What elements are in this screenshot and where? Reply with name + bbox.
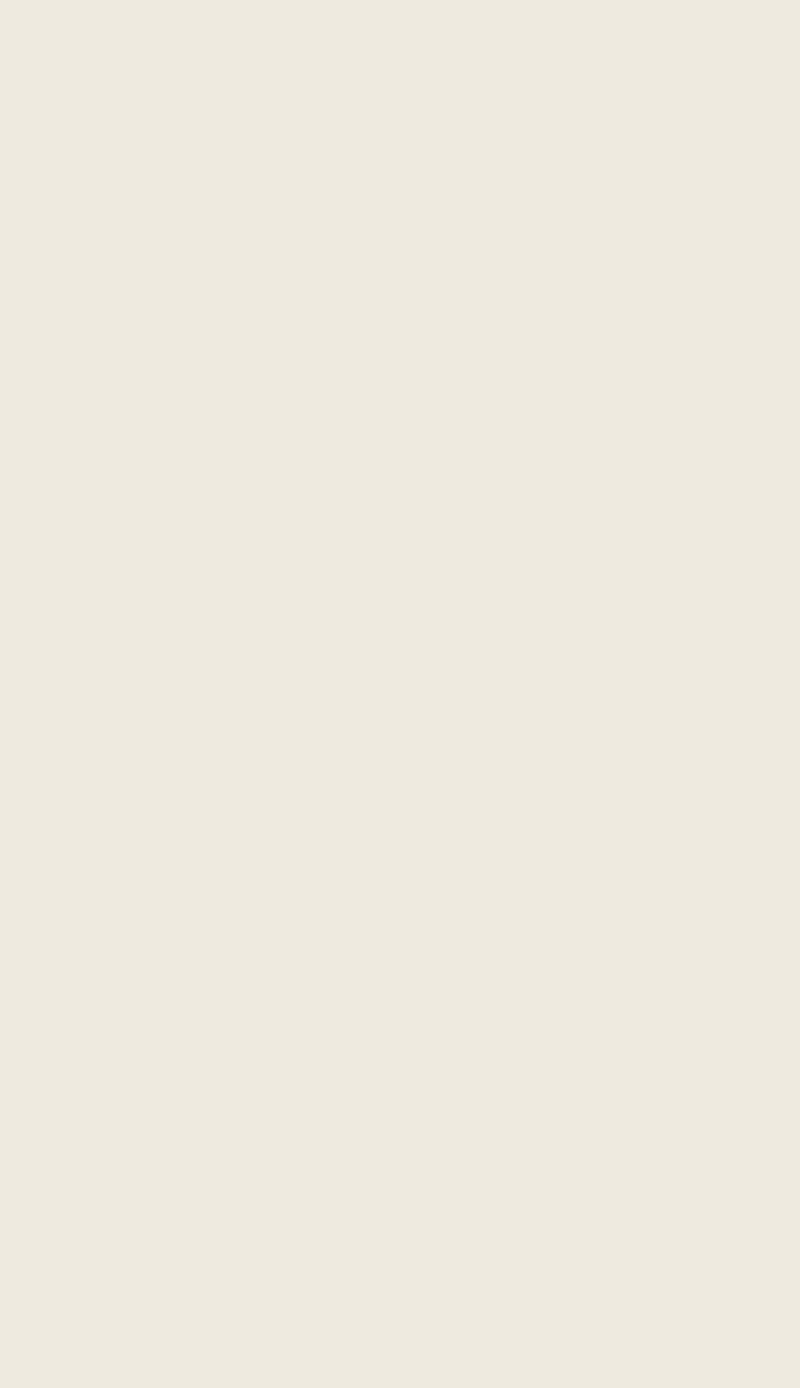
page-footer [0, 1336, 800, 1366]
